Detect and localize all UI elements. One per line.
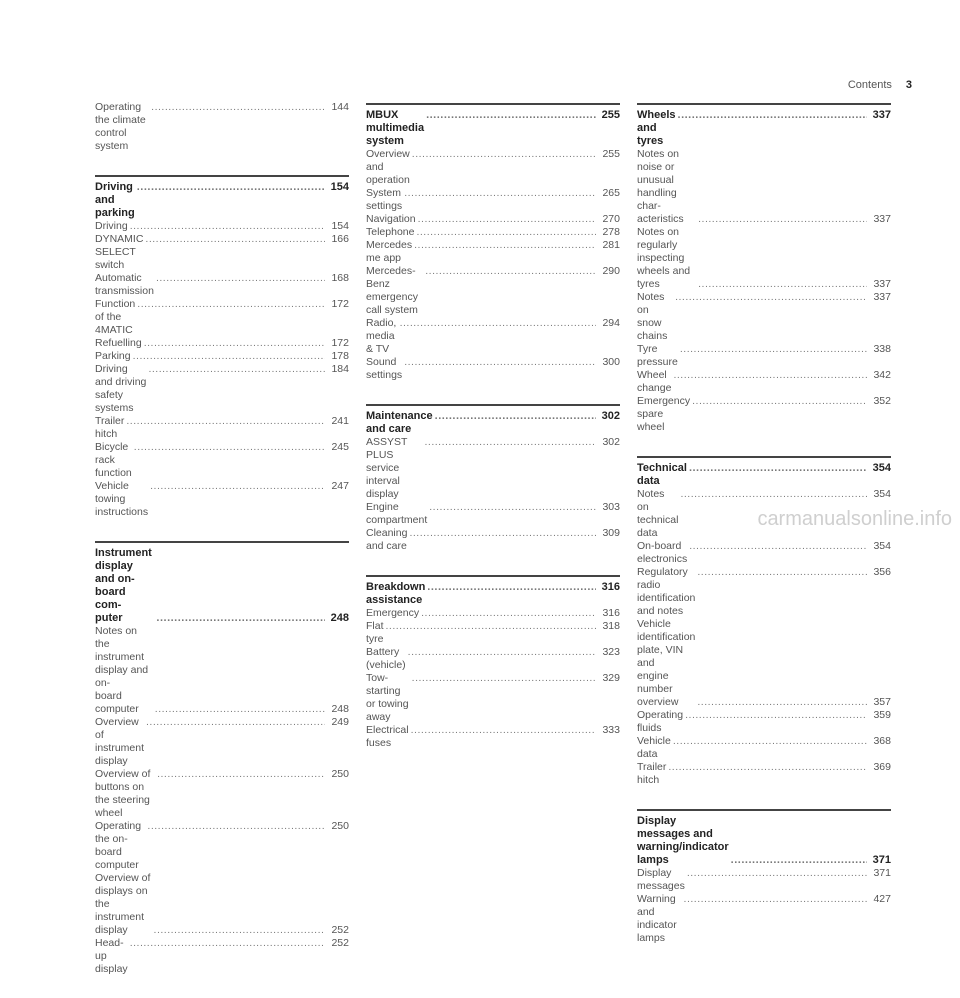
toc-entry-label: Vehicle identification plate, VIN and engine number overview [637,618,696,708]
toc-entry[interactable] [95,820,349,872]
section-divider [366,404,620,406]
dot-leader [408,646,596,659]
toc-chapter-entry[interactable] [366,581,620,607]
toc-entry-page: 359 [873,709,891,721]
toc-entry-page: 144 [331,101,349,113]
toc-entry-label: Head-up display [95,937,128,975]
dot-leader [425,265,596,278]
toc-entry-page: 352 [873,395,891,407]
toc-column-1 [95,101,349,998]
toc-entry-page: 309 [602,527,620,539]
toc-chapter-entry[interactable] [95,547,349,625]
dot-leader [414,239,596,252]
dot-leader [157,768,325,781]
toc-entry-page: 333 [602,724,620,736]
toc-entry-label: Vehicle towing instructions [95,480,149,518]
toc-entry-label: Overview of instrument display [95,716,145,767]
toc-entry-label: Notes on technical data [637,488,679,539]
toc-entry[interactable] [637,893,891,945]
toc-entry-label: Cleaning and care [366,527,408,552]
toc-entry[interactable] [366,436,620,501]
toc-entry[interactable] [95,220,349,233]
toc-entry-page: 248 [331,703,349,715]
toc-entry-label: System settings [366,187,403,212]
toc-chapter-entry[interactable] [366,109,620,148]
section-divider [95,175,349,177]
toc-entry-label: Operating the climate control system [95,101,146,152]
toc-entry-label: Driving and parking [95,181,135,219]
toc-entry-label: Trailer hitch [637,761,667,786]
toc-entry-page: 371 [873,867,891,879]
dot-leader [689,462,867,475]
dot-leader [673,369,867,382]
toc-chapter-entry[interactable] [637,815,891,867]
dot-leader [697,566,867,579]
toc-entry-page: 247 [331,480,349,492]
section-divider [637,456,891,458]
dot-leader [418,213,596,226]
toc-entry-page: 356 [873,566,891,578]
toc-entry-page: 281 [602,239,620,251]
toc-entry-label: Refuelling [95,337,142,349]
toc-entry-label: ASSYST PLUS service interval display [366,436,408,500]
dot-leader [427,581,596,594]
toc-entry-label: Notes on snow chains [637,291,668,342]
dot-leader [421,607,596,620]
toc-entry-page: 294 [602,317,620,329]
toc-entry-page: 250 [331,820,349,832]
toc-entry-label: Mercedes-Benz emergency call system [366,265,418,316]
toc-entry[interactable] [95,363,349,415]
dot-leader [137,298,325,311]
toc-section [366,404,620,553]
toc-entry-label: Driving and driving safety systems [95,363,147,414]
toc-entry-label: Trailer hitch [95,415,125,440]
toc-entry-page: 255 [601,109,620,121]
toc-entry-label: Battery (vehicle) [366,646,406,671]
toc-entry-page: 245 [331,441,349,453]
toc-entry-label: Driving [95,220,128,232]
toc-entry[interactable] [95,233,349,272]
dot-leader [675,291,867,304]
toc-entry-page: 154 [330,181,349,193]
toc-entry[interactable] [637,226,891,291]
dot-leader [684,893,867,906]
section-divider [366,575,620,577]
toc-entry[interactable] [637,395,891,434]
dot-leader [134,441,325,454]
toc-entry-label: Flat tyre [366,620,384,645]
dot-leader [130,220,325,233]
toc-entry[interactable] [366,527,620,553]
toc-entry-label: Emergency [366,607,420,619]
dot-leader [154,924,325,937]
dot-leader [126,415,325,428]
dot-leader [697,696,867,709]
dot-leader [412,148,596,161]
toc-entry-page: 300 [602,356,620,368]
section-divider [637,103,891,105]
toc-entry-page: 252 [331,937,349,949]
toc-entry-page: 354 [873,540,891,552]
toc-entry-page: 252 [331,924,349,936]
header-title: Contents [847,79,892,91]
dot-leader [150,480,325,493]
toc-entry-label: Electrical fuses [366,724,409,749]
dot-leader [426,109,596,122]
dot-leader [412,672,596,685]
toc-entry-page: 172 [331,337,349,349]
toc-entry-label: Overview of buttons on the steering wheel [95,768,151,819]
toc-entry[interactable] [366,239,620,265]
dot-leader [145,233,325,246]
toc-entry-label: Bicycle rack function [95,441,132,479]
toc-entry-label: Automatic transmission [95,272,154,297]
toc-entry[interactable] [637,148,891,226]
toc-entry-page: 290 [602,265,620,277]
toc-chapter-entry[interactable] [95,181,349,220]
toc-section [637,456,891,787]
toc-entry-label: Operating the on-board computer [95,820,142,871]
toc-entry-label: Emergency spare wheel [637,395,691,433]
toc-section [366,103,620,382]
toc-entry[interactable] [95,480,349,519]
toc-entry[interactable] [95,298,349,337]
dot-leader [411,724,596,737]
toc-entry-label: Navigation [366,213,416,225]
dot-leader [148,363,325,376]
toc-section [637,809,891,945]
toc-entry-page: 338 [873,343,891,355]
dot-leader [416,226,596,239]
toc-entry[interactable] [95,768,349,820]
toc-entry-label: Regulatory radio identification and notes [637,566,696,617]
toc-entry-page: 323 [602,646,620,658]
toc-entry[interactable] [637,291,891,343]
toc-entry-label: Radio, media & TV [366,317,397,355]
dot-leader [386,620,596,633]
toc-entry[interactable] [366,672,620,724]
toc-entry-label: Display messages [637,867,685,892]
toc-entry-label: MBUX multimedia system [366,109,425,147]
toc-entry[interactable] [366,187,620,213]
toc-entry-label: Technical data [637,462,687,487]
toc-entry[interactable] [366,356,620,382]
dot-leader [146,716,325,729]
dot-leader [130,937,325,950]
toc-entry[interactable] [366,317,620,356]
toc-column-3 [637,103,891,967]
toc-entry-label: Mercedes me app [366,239,413,264]
toc-entry-page: 265 [602,187,620,199]
dot-leader [680,488,867,501]
dot-leader [156,272,325,285]
page-header [848,79,912,91]
toc-entry-page: 255 [602,148,620,160]
dot-leader [673,735,867,748]
dot-leader [698,213,867,226]
toc-entry-page: 278 [602,226,620,238]
toc-entry-label: Instrument display and on-board com- puter [95,547,152,624]
toc-entry-page: 166 [331,233,349,245]
toc-entry-label: Wheel change [637,369,672,394]
toc-entry-label: Operating fluids [637,709,684,734]
toc-entry[interactable] [366,501,620,527]
toc-entry[interactable] [95,937,349,976]
toc-entry-page: 368 [873,735,891,747]
dot-leader [680,343,867,356]
dot-leader [425,436,597,449]
toc-entry-page: 369 [873,761,891,773]
toc-entry-page: 302 [601,410,620,422]
toc-entry[interactable] [95,716,349,768]
toc-entry-page: 154 [331,220,349,232]
toc-entry[interactable] [637,343,891,369]
toc-entry-label: DYNAMIC SELECT switch [95,233,144,271]
toc-entry-label: Tyre pressure [637,343,678,368]
toc-entry-label: Function of the 4MATIC [95,298,136,336]
toc-entry-page: 354 [872,462,891,474]
toc-entry-label: Parking [95,350,131,362]
toc-entry-page: 316 [602,607,620,619]
toc-entry-page: 172 [331,298,349,310]
dot-leader [435,410,596,423]
toc-entry-label: Vehicle data [637,735,671,760]
toc-entry-page: 178 [331,350,349,362]
dot-leader [137,181,325,194]
dot-leader [668,761,867,774]
toc-chapter-entry[interactable] [637,109,891,148]
toc-entry-page: 337 [872,109,891,121]
dot-leader [429,501,596,514]
toc-entry[interactable] [366,646,620,672]
toc-entry[interactable] [637,540,891,566]
section-divider [637,809,891,811]
toc-entry-label: Telephone [366,226,415,238]
toc-section [637,103,891,434]
toc-entry-page: 250 [331,768,349,780]
section-divider [366,103,620,105]
toc-entry[interactable] [366,607,620,620]
toc-entry-page: 427 [873,893,891,905]
dot-leader [692,395,867,408]
toc-entry[interactable] [637,618,891,709]
toc-entry-label: Tow-starting or towing away [366,672,409,723]
toc-entry-page: 337 [873,213,891,225]
toc-section [366,575,620,750]
toc-entry[interactable] [366,148,620,187]
toc-entry-page: 248 [330,612,349,624]
toc-entry[interactable] [95,415,349,441]
toc-entry-page: 270 [602,213,620,225]
toc-entry-label: On-board electronics [637,540,688,565]
toc-entry[interactable] [95,350,349,363]
toc-entry[interactable] [366,213,620,226]
toc-entry[interactable] [637,369,891,395]
toc-column-2 [366,103,620,772]
dot-leader [685,709,867,722]
toc-entry[interactable] [95,872,349,937]
dot-leader [133,350,325,363]
dot-leader [678,109,867,122]
toc-entry-page: 316 [601,581,620,593]
dot-leader [155,703,325,716]
toc-entry-label: Notes on regularly inspecting wheels and tyres [637,226,691,290]
toc-entry-page: 354 [873,488,891,500]
dot-leader [698,278,867,291]
toc-entry-page: 337 [873,291,891,303]
toc-entry-page: 329 [602,672,620,684]
dot-leader [151,101,325,114]
toc-entry-page: 241 [331,415,349,427]
toc-entry-label: Engine compartment [366,501,428,526]
toc-entry-label: Notes on noise or unusual handling char- acteristics [637,148,684,225]
toc-entry-page: 303 [602,501,620,513]
toc-section [95,541,349,976]
toc-entry-label: Overview and operation [366,148,410,186]
toc-entry[interactable] [95,337,349,350]
toc-section [95,101,349,153]
toc-entry[interactable] [637,735,891,761]
toc-entry[interactable] [366,724,620,750]
dot-leader [731,854,867,867]
toc-entry-label: Warning and indicator lamps [637,893,677,944]
dot-leader [689,540,867,553]
toc-entry[interactable] [366,226,620,239]
toc-entry[interactable] [366,620,620,646]
toc-entry-label: Wheels and tyres [637,109,676,147]
dot-leader [144,337,325,350]
toc-entry-page: 168 [331,272,349,284]
toc-entry-page: 342 [873,369,891,381]
toc-entry-page: 318 [602,620,620,632]
toc-entry[interactable] [95,441,349,480]
toc-entry-label: Overview of displays on the instrument display [95,872,151,936]
toc-entry-page: 184 [331,363,349,375]
toc-entry-label: Sound settings [366,356,403,381]
dot-leader [409,527,596,540]
toc-entry-page: 371 [872,854,891,866]
toc-entry[interactable] [95,272,349,298]
watermark: carmanualsonline.info [757,508,952,530]
toc-entry-label: Breakdown assistance [366,581,426,606]
toc-chapter-entry[interactable] [637,462,891,488]
dot-leader [404,356,596,369]
toc-entry-page: 337 [873,278,891,290]
toc-entry-page: 249 [331,716,349,728]
toc-entry-page: 302 [602,436,620,448]
dot-leader [147,820,325,833]
toc-entry[interactable] [637,709,891,735]
toc-entry[interactable] [637,761,891,787]
toc-entry[interactable] [637,867,891,893]
toc-entry-label: Notes on the instrument display and on- board computer [95,625,149,715]
dot-leader [687,867,867,880]
page-number: 3 [905,79,912,91]
toc-entry[interactable] [637,566,891,618]
dot-leader [400,317,596,330]
toc-chapter-entry[interactable] [366,410,620,436]
toc-entry[interactable] [95,625,349,716]
toc-entry[interactable] [366,265,620,317]
dot-leader [156,612,325,625]
dot-leader [404,187,596,200]
toc-section [95,175,349,519]
toc-entry-label: Maintenance and care [366,410,433,435]
section-divider [95,541,349,543]
toc-entry-page: 357 [873,696,891,708]
toc-entry[interactable] [95,101,349,153]
toc-entry-label: Display messages and warning/indicator lamps [637,815,729,866]
